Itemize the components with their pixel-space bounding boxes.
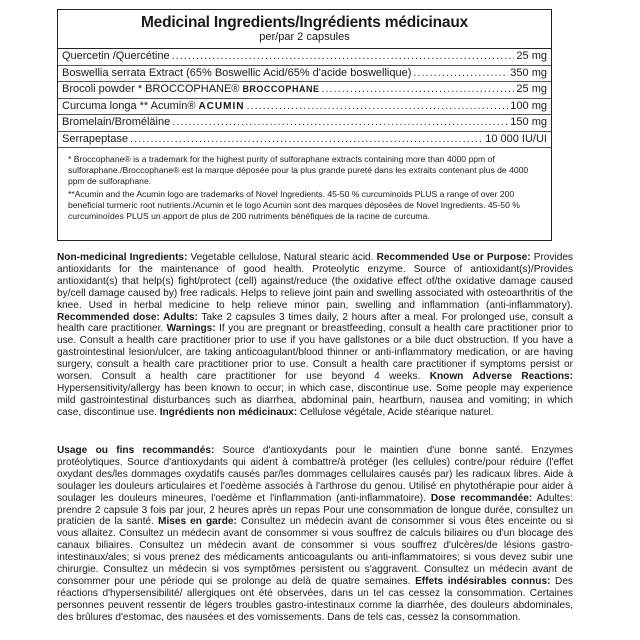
fr-use-label: Usage ou fins recommandés:	[57, 445, 215, 456]
adverse-text: Hypersensitivity/allergy has been known to occur; in which case, discontinue use. Some people may experience mild gastrointestinal disturbances such as diarrhea, abdominal pain, heartburn, nausea and vomiting; in which case, discontinue use.	[57, 382, 573, 418]
warnings-text: If you are pregnant or breastfeeding, consult a health care practitioner prior to use. Consult a health care practitioner prior to use if you have gallstones or a bile duct obstruction. If you have a gastrointestinal lesion/ulcer, are taking anticoagulant/blood thinner or anti-inflammatory medication, or are having surgery, consult a health care practitioner prior to use. Consult a health care practitioner if symptoms persist or worsen. Consult a health care practitioner for use beyond 4 weeks.	[57, 323, 574, 383]
ingredient-row	[58, 115, 551, 132]
dose-text: Take 2 capsules 3 times daily, 2 hours after a meal. For prolonged use, consult a health care practitioner.	[57, 311, 573, 335]
inm-text: Cellulose végétale, Acide stéarique naturel.	[297, 406, 494, 418]
leader-dots	[172, 115, 508, 131]
broccophane-logo: BROCCOPHANE	[242, 84, 320, 94]
french-label-text	[57, 445, 573, 624]
ingredient-row	[58, 99, 551, 116]
ingredient-amount: 25 mg	[516, 83, 547, 95]
trademark-notes	[58, 148, 551, 222]
nmi-label: Non-medicinal Ingredients:	[57, 252, 188, 263]
leader-dots	[246, 99, 508, 115]
acumin-logo: ACUMIN	[198, 100, 245, 112]
adverse-label: Known Adverse Reactions:	[429, 371, 573, 383]
ingredient-name: Boswellia serrata Extract (65% Boswellic Acid/65% d'acide boswellique)	[62, 66, 412, 79]
nmi-text: Vegetable cellulose, Natural stearic acid.	[187, 252, 377, 263]
ingredient-amount: 25 mg	[516, 50, 547, 62]
inm-label: Ingrédients non médicinaux:	[159, 406, 298, 418]
medicinal-ingredients-panel	[57, 9, 552, 241]
panel-subtitle: per/par 2 capsules	[259, 31, 350, 43]
ingredient-amount: 100 mg	[510, 99, 547, 112]
leader-dots	[413, 66, 508, 82]
leader-dots	[130, 132, 483, 148]
use-label: Recommended Use or Purpose:	[376, 252, 531, 263]
warnings-label: Warnings:	[166, 323, 216, 335]
ingredient-name: Brocoli powder * BROCCOPHANE®	[62, 83, 240, 95]
panel-title: Medicinal Ingredients/Ingrédients médicinaux	[140, 14, 469, 31]
ingredient-amount: 10 000 IU/UI	[485, 132, 547, 145]
ingredient-amount: 150 mg	[510, 116, 547, 128]
ingredient-name: Serrapeptase	[62, 132, 129, 145]
fr-adverse-label: Effets indésirables connus:	[415, 575, 551, 587]
fr-warnings-text: Consultez un médecin avant de consommer si vous êtes enceinte ou si vous allaitez. Consultez un médecin avant de consommer si vous souffrez de calculs biliaires ou d'un blocage des canaux biliaires. Consultez un médecin avant de consommer si vous souffrez d'ulcères/de lésions gastro-intestinaux/ales; si vous prenez des médicaments anticoagulants ou anti-inflammatoires; si vous devez subir une chirurgie. Consultez un médecin si vos symptômes persistent ou s'aggravent. Consultez un médecin avant de consommer pour une période qui se prolonge au delà de quatre semaines.	[57, 516, 573, 587]
fr-use-text: Source d'antioxydants pour le maintien d'une bonne santé. Enzymes protéolytiques. Source d'antioxydants qui aident à combattre/à protéger (les cellules) contre/pour réduire (l'effet oxydant des/les dommages oxydatifs causés par/les dommages cellulaires causés par) les radicaux libres. Aide à soulager les douleurs articulaires et l'oedème associés à l'arthrose du genou. Utilisé en phytothérapie pour aider à soulager les douleurs mineures, l'oedème et l'inflammation (anti-inflammatoire).	[57, 445, 573, 504]
leader-dots	[172, 49, 515, 65]
leader-dots	[321, 82, 514, 98]
fr-dose-label: Dose recommandée:	[430, 492, 533, 504]
english-label-text	[57, 252, 573, 419]
ingredient-amount: 350 mg	[510, 66, 547, 79]
acumin-note: **Acumin and the Acumin logo are trademarks of Novel Ingredients. 45-50 % curcuminoids PLUS a range of over 200 beneficial turmeric root nutrients./Acumin et le logo Acumin sont des marques déposées de Novel Ingredients. 45-50 % curcuminoïdes PLUS un apport de plus de 200 nutriments bénéfiques de la racine de curcuma.	[68, 189, 520, 221]
fr-warnings-label: Mises en garde:	[158, 516, 237, 528]
fr-adverse-text: Des réactions d'hypersensibilité/ allergiques ont été observées, dans un tel cas cessez la consommation. Certaines personnes peuvent ressentir de légers troubles gastro-intestinaux comme la diarrhée, des douleurs abdominales, des brûlures d'estomac, des nausées et des vomissements. Dans de tels cas, cessez la consommation.	[57, 575, 573, 623]
ingredient-row	[58, 66, 551, 83]
dose-label: Recommended dose: Adults:	[57, 311, 198, 323]
use-text: Provides antioxidants for the maintenance of good health. Proteolytic enzyme. Source of antioxidant(s)/Provides antioxidant(s) that help(s) fight/protect (cell) against/reduce (the oxidative effect of/the oxidative damage caused by/cell damage caused by) free radicals. Helps to relieve joint pain and swelling associated with osteoarthritis of the knee. Used in herbal medicine to help relieve minor pain, swelling and inflammation (anti-inflammatory).	[57, 252, 573, 311]
ingredient-row	[58, 49, 551, 66]
broccophane-note: * Broccophane® is a trademark for the highest purity of sulforaphane extracts containing more than 4000 ppm of sulforaphane./Broccophane® est la marque déposée pour la plus grande pureté dans les extraits contenant plus de 4000 ppm de sulforaphane.	[68, 154, 529, 186]
ingredient-row	[58, 132, 551, 149]
fr-dose-text: Adultes: prendre 2 capsule 3 fois par jour, 2 heures après un repas Pour une consommation de longue durée, consultez un praticien de la santé.	[57, 492, 574, 528]
ingredient-name: Bromelain/Broméläine	[62, 116, 171, 128]
ingredient-row	[58, 82, 551, 99]
ingredient-name: Quercetin /Quercétine	[62, 50, 170, 62]
ingredient-name: Curcuma longa ** Acumin®	[62, 99, 196, 112]
